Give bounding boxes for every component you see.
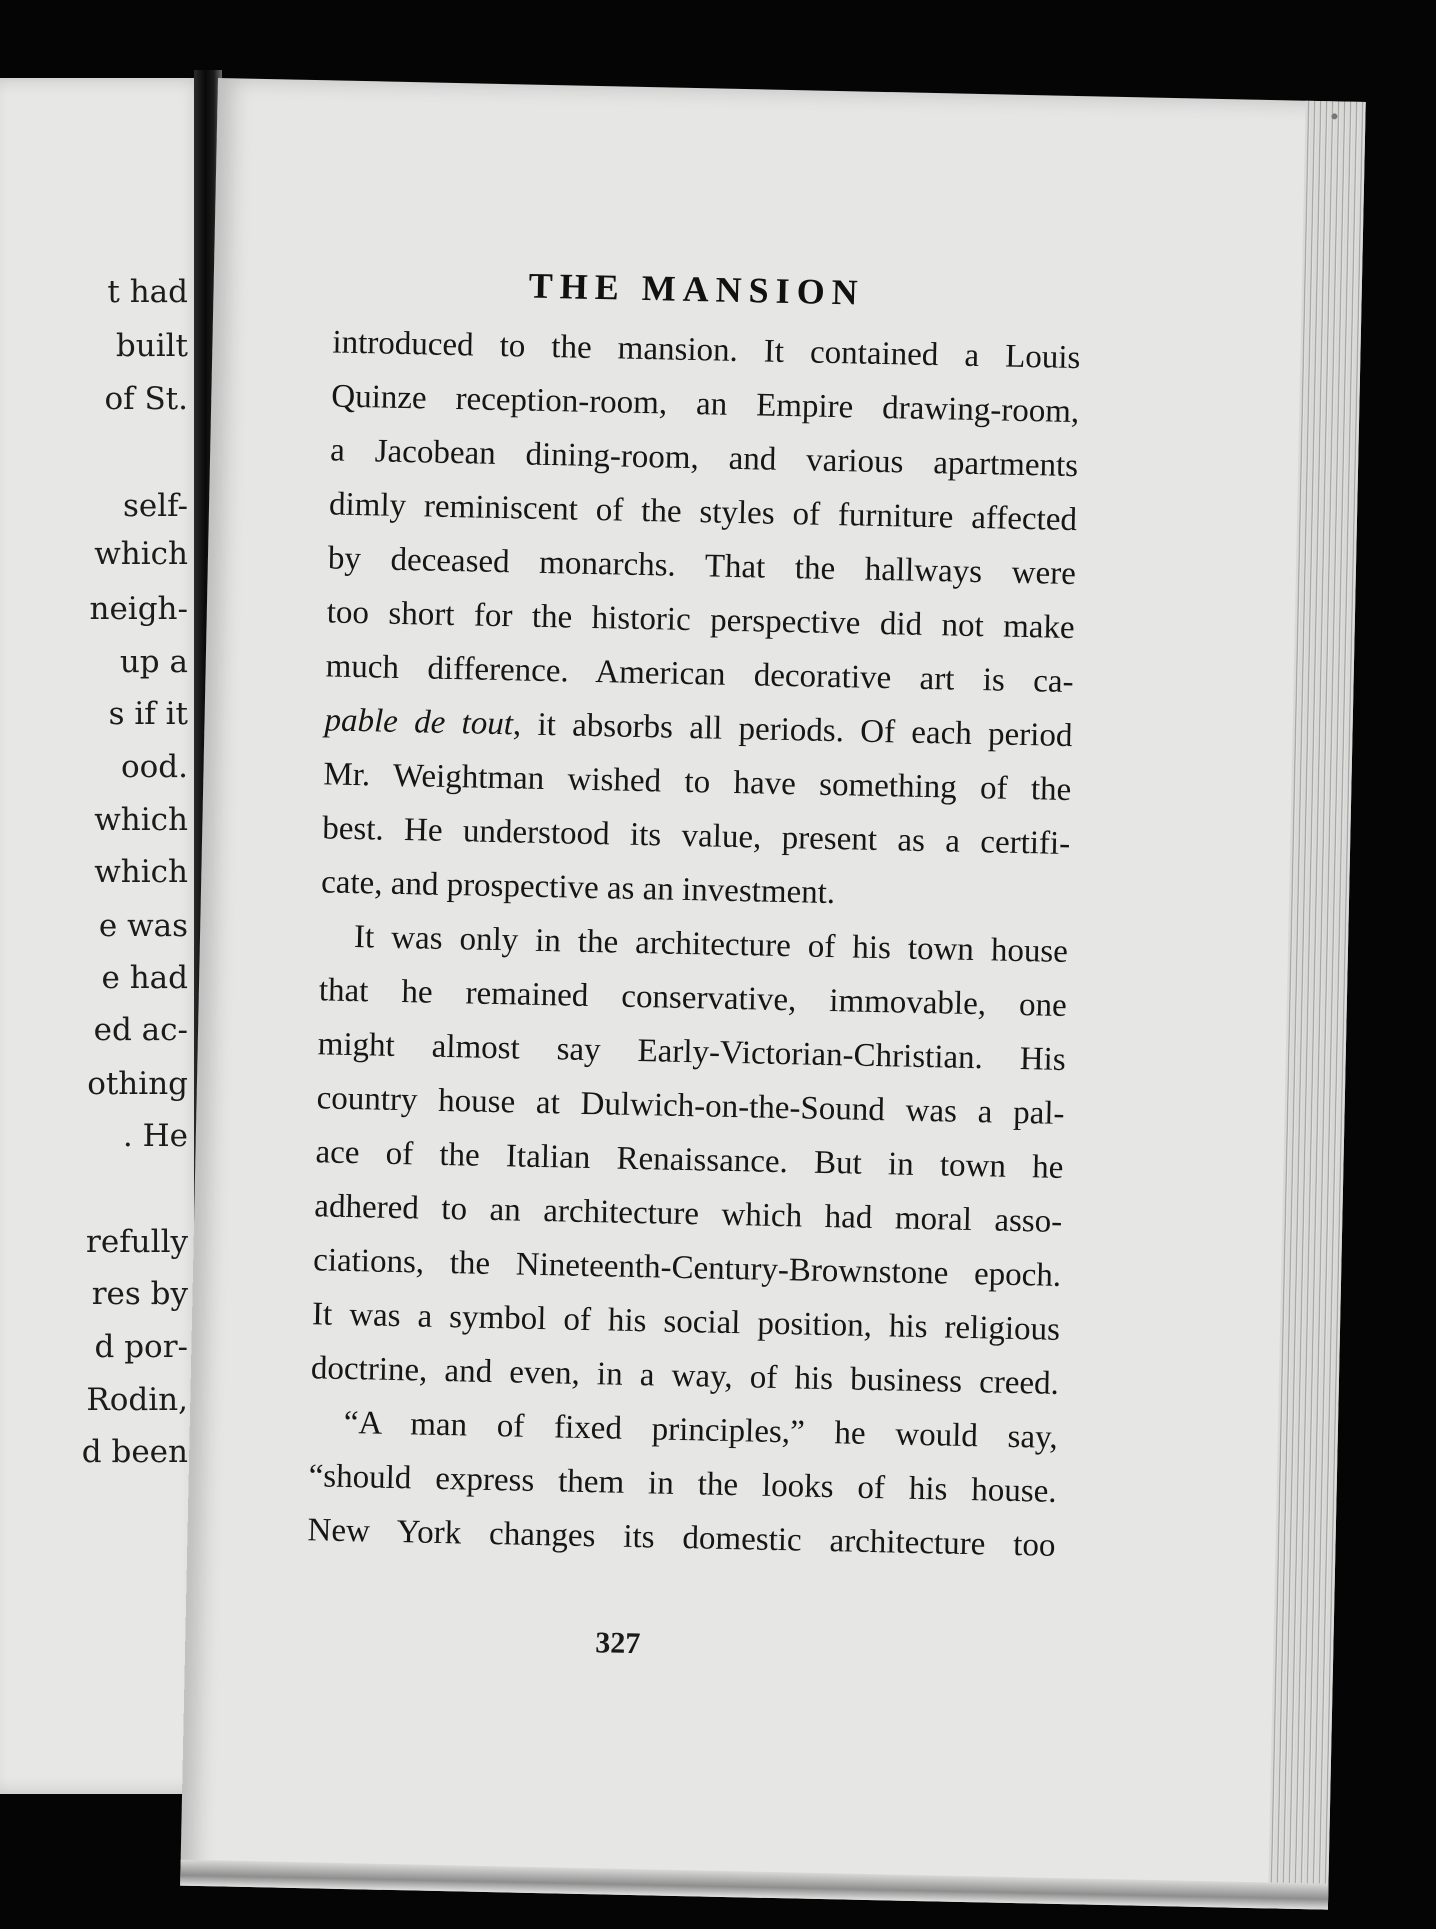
text-line-rest: , it absorbs all periods. Of each period: [512, 706, 1073, 755]
text-line: It was a symbol of his social position, his religious: [311, 1296, 1061, 1348]
text-line: cate, and prospective as an investment.: [320, 864, 836, 912]
page-number: 327: [594, 1626, 641, 1661]
text-line: a Jacobean dining-room, and various apartments: [329, 432, 1079, 485]
left-line-fragment: res by: [91, 1276, 188, 1312]
text-line: It was only in the architecture of his town house: [353, 919, 1069, 970]
text-line: much difference. American decorative art is ca-: [325, 648, 1074, 701]
left-line-fragment: e had: [101, 960, 188, 996]
left-line-fragment: othing: [87, 1066, 188, 1102]
text-line: New York changes its domestic architecture too: [307, 1512, 1056, 1564]
text-line: “A man of fixed principles,” he would say,: [343, 1404, 1059, 1456]
text-line: introduced to the mansion. It contained a Louis: [332, 324, 1081, 377]
right-page: [180, 78, 1366, 1910]
text-line: dimly reminiscent of the styles of furniture affected: [328, 486, 1078, 539]
page-edges: [1268, 101, 1366, 1910]
left-line-fragment: d por-: [94, 1329, 188, 1365]
text-line: by deceased monarchs. That the hallways were: [327, 540, 1077, 593]
text-line: adhered to an architecture which had moral asso-: [314, 1188, 1063, 1240]
text-line: Quinze reception-room, an Empire drawing-room,: [330, 378, 1080, 431]
text-line: might almost say Early-Victorian-Christian. His: [317, 1026, 1066, 1078]
left-line-fragment: which: [94, 536, 188, 572]
left-line-fragment: . He: [122, 1118, 188, 1154]
left-line-fragment: built: [115, 328, 188, 364]
text-line: best. He understood its value, present as a certifi-: [321, 810, 1071, 863]
left-line-fragment: which: [94, 854, 188, 890]
left-line-fragment: t had: [107, 274, 188, 310]
text-line: that he remained conservative, immovable, one: [318, 972, 1068, 1024]
body-text: [307, 315, 1081, 1572]
left-line-fragment: s if it: [108, 696, 188, 732]
left-page: [0, 78, 208, 1794]
text-line: ciations, the Nineteenth-Century-Brownstone epoch.: [312, 1242, 1062, 1294]
left-line-fragment: refully: [86, 1224, 188, 1260]
left-line-fragment: d been: [81, 1434, 188, 1470]
text-line: “should express them in the looks of his house.: [308, 1458, 1057, 1510]
left-line-fragment: neigh-: [89, 591, 188, 627]
page-bottom-edge: [180, 1860, 1328, 1910]
left-line-fragment: e was: [98, 908, 188, 944]
left-line-fragment: Rodin,: [86, 1382, 188, 1418]
text-line: doctrine, and even, in a way, of his business creed.: [310, 1350, 1060, 1402]
left-line-fragment: of St.: [104, 381, 188, 417]
left-line-fragment: which: [94, 802, 188, 838]
text-line: country house at Dulwich-on-the-Sound was a pal-: [316, 1080, 1065, 1132]
italic-phrase: pable de tout: [324, 702, 514, 743]
text-line: Mr. Weightman wished to have something of the: [323, 756, 1072, 809]
left-line-fragment: ood.: [120, 749, 188, 785]
text-line: ace of the Italian Renaissance. But in town he: [315, 1134, 1064, 1186]
left-line-fragment: ed ac-: [93, 1012, 188, 1048]
running-head: THE MANSION: [528, 265, 866, 313]
scan-dot: [1331, 113, 1337, 119]
left-line-fragment: up a: [119, 644, 188, 680]
text-line: too short for the historic perspective did not make: [326, 594, 1076, 647]
left-line-fragment: self-: [122, 488, 188, 524]
